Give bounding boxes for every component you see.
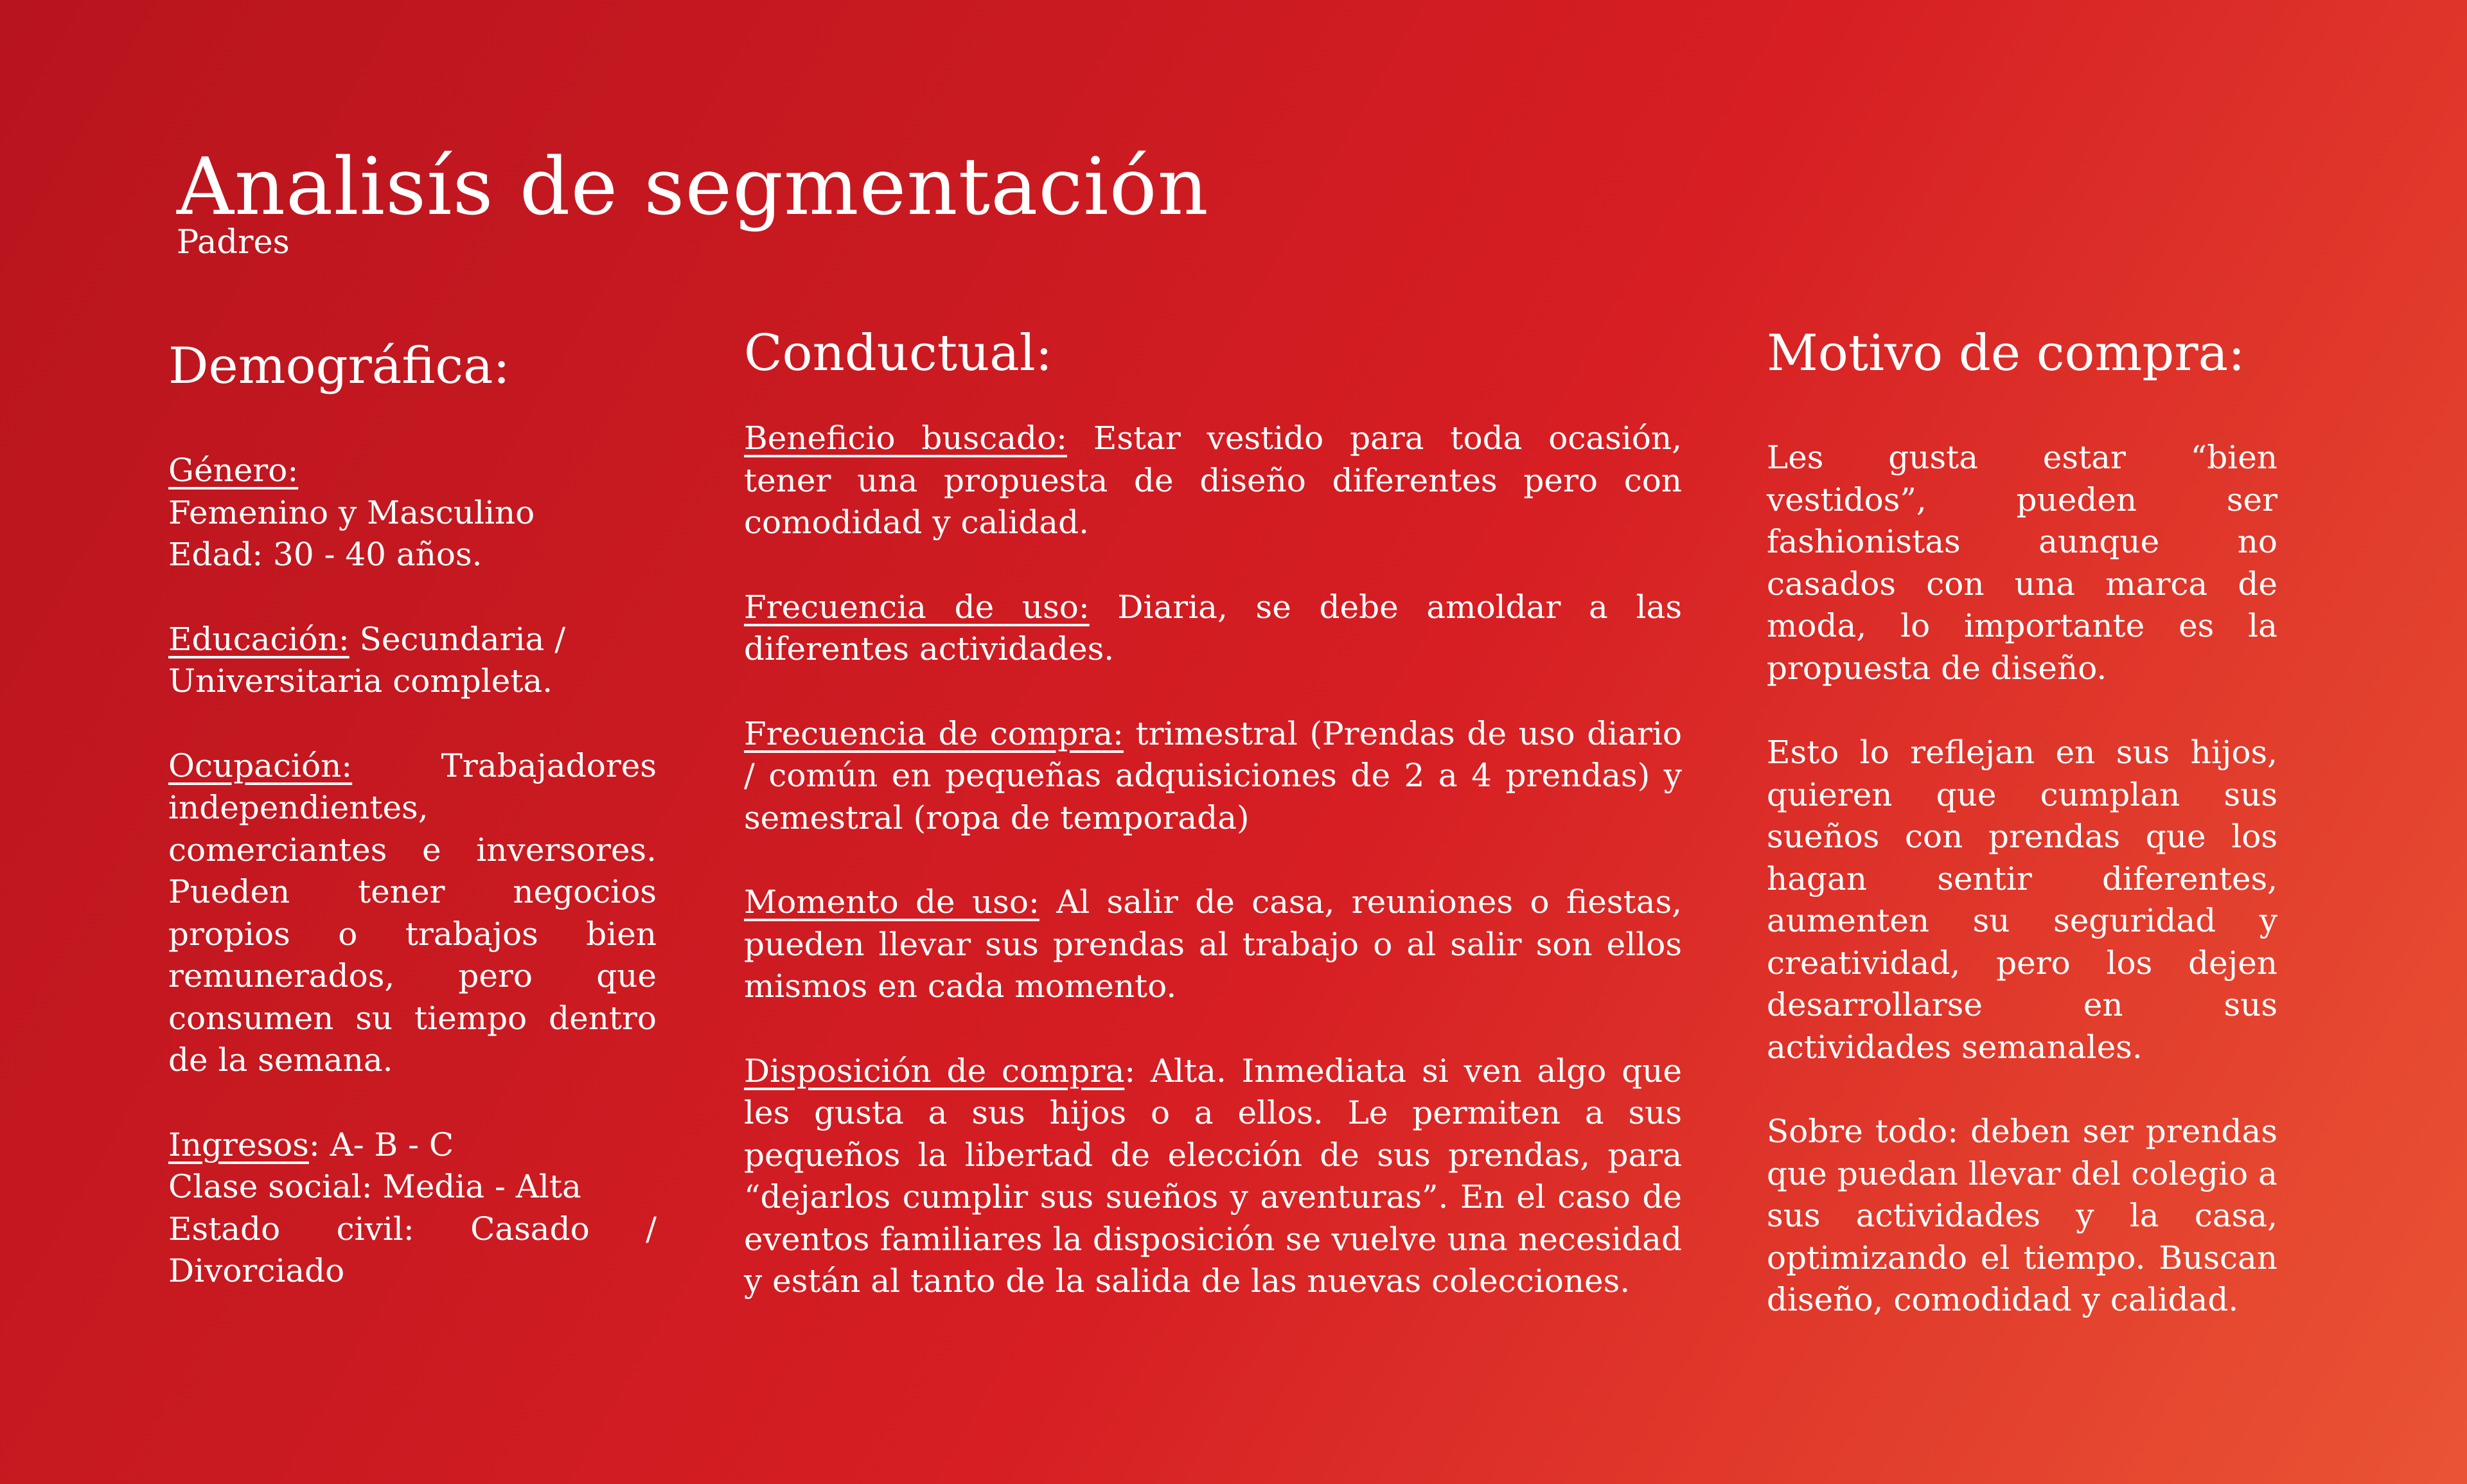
ocupacion-text: Trabajadores independientes, comerciantes e inversores. Pueden tener negocios propios o trabajos bien remunerados, pero que consumen su tiempo dentro de la semana. [168,746,657,1079]
ingresos-block [168,1124,657,1293]
conductual-column [744,321,1682,1303]
genero-label: Género: [168,452,299,489]
page-title: Analisís de segmentación [177,141,1209,233]
motivo-paragraph-2: Esto lo reflejan en sus hijos, quieren que cumplan sus sueños con prendas que los hagan sentir diferentes, aumenten su seguridad y creatividad, pero los dejen desarrollarse en sus actividades semanales. [1767,734,2277,1066]
frecuencia-uso-text: Diaria, se debe amoldar a las diferentes actividades. [744,588,1682,667]
motivo-paragraph-1: Les gusta estar “bien vestidos”, pueden ser fashionistas aunque no casados con una marca de moda, lo importante es la propuesta de diseño. [1767,439,2277,687]
demografica-heading: Demográfica: [168,337,510,395]
disposicion-compra-label: Disposición de compra [744,1052,1125,1090]
ingresos-label: Ingresos [168,1126,309,1163]
momento-uso-text: Al salir de casa, reuniones o fiestas, pueden llevar sus prendas al trabajo o al salir son ellos mismos en cada momento. [744,883,1682,1005]
estado-civil-text: Estado civil: Casado / Divorciado [168,1210,657,1289]
motivo-heading: Motivo de compra: [1767,324,2245,382]
educacion-text: Secundaria / Universitaria completa. [168,620,566,700]
clase-social-text: Clase social: Media - Alta [168,1168,581,1205]
page-subtitle: Padres [177,224,290,261]
demografica-column [168,334,657,1293]
momento-uso-label: Momento de uso: [744,883,1039,921]
momento-uso-block [744,881,1682,1008]
motivo-paragraph-3: Sobre todo: deben ser prendas que puedan llevar del colegio a sus actividades y la casa, optimizando el tiempo. Buscan diseño, comodidad y calidad. [1767,1113,2277,1318]
frecuencia-uso-block [744,587,1682,671]
motivo-column [1767,321,2277,1321]
ingresos-text: : A- B - C [308,1126,454,1163]
disposicion-compra-text: : Alta. Inmediata si ven algo que les gusta a sus hijos o a ellos. Le permiten a sus pequeños la libertad de elección de sus prendas, para “dejarlos cumplir sus sueños y aventuras”. En el caso de eventos familiares la disposición se vuelve una necesidad y están al tanto de la salida de las nuevas colecciones. [744,1052,1683,1300]
frecuencia-uso-label: Frecuencia de uso: [744,588,1090,626]
frecuencia-compra-block [744,713,1682,840]
beneficio-buscado-block [744,418,1682,544]
genero-value: Femenino y Masculino [168,493,535,531]
genero-edad-block [168,450,657,576]
ocupacion-block [168,745,657,1082]
beneficio-buscado-text: Estar vestido para toda ocasión, tener una propuesta de diseño diferentes pero con comodidad y calidad. [744,420,1682,541]
disposicion-compra-block [744,1050,1682,1303]
frecuencia-compra-text: trimestral (Prendas de uso diario / común en pequeñas adquisiciones de 2 a 4 prendas) y semestral (ropa de temporada) [744,714,1683,836]
edad-text: Edad: 30 - 40 años. [168,536,482,573]
ocupacion-label: Ocupación: [168,746,353,784]
page-header [177,143,1209,262]
frecuencia-compra-label: Frecuencia de compra: [744,714,1124,752]
beneficio-buscado-label: Beneficio buscado: [744,420,1068,457]
conductual-heading: Conductual: [744,324,1053,382]
educacion-label: Educación: [168,620,349,658]
educacion-block [168,619,657,703]
